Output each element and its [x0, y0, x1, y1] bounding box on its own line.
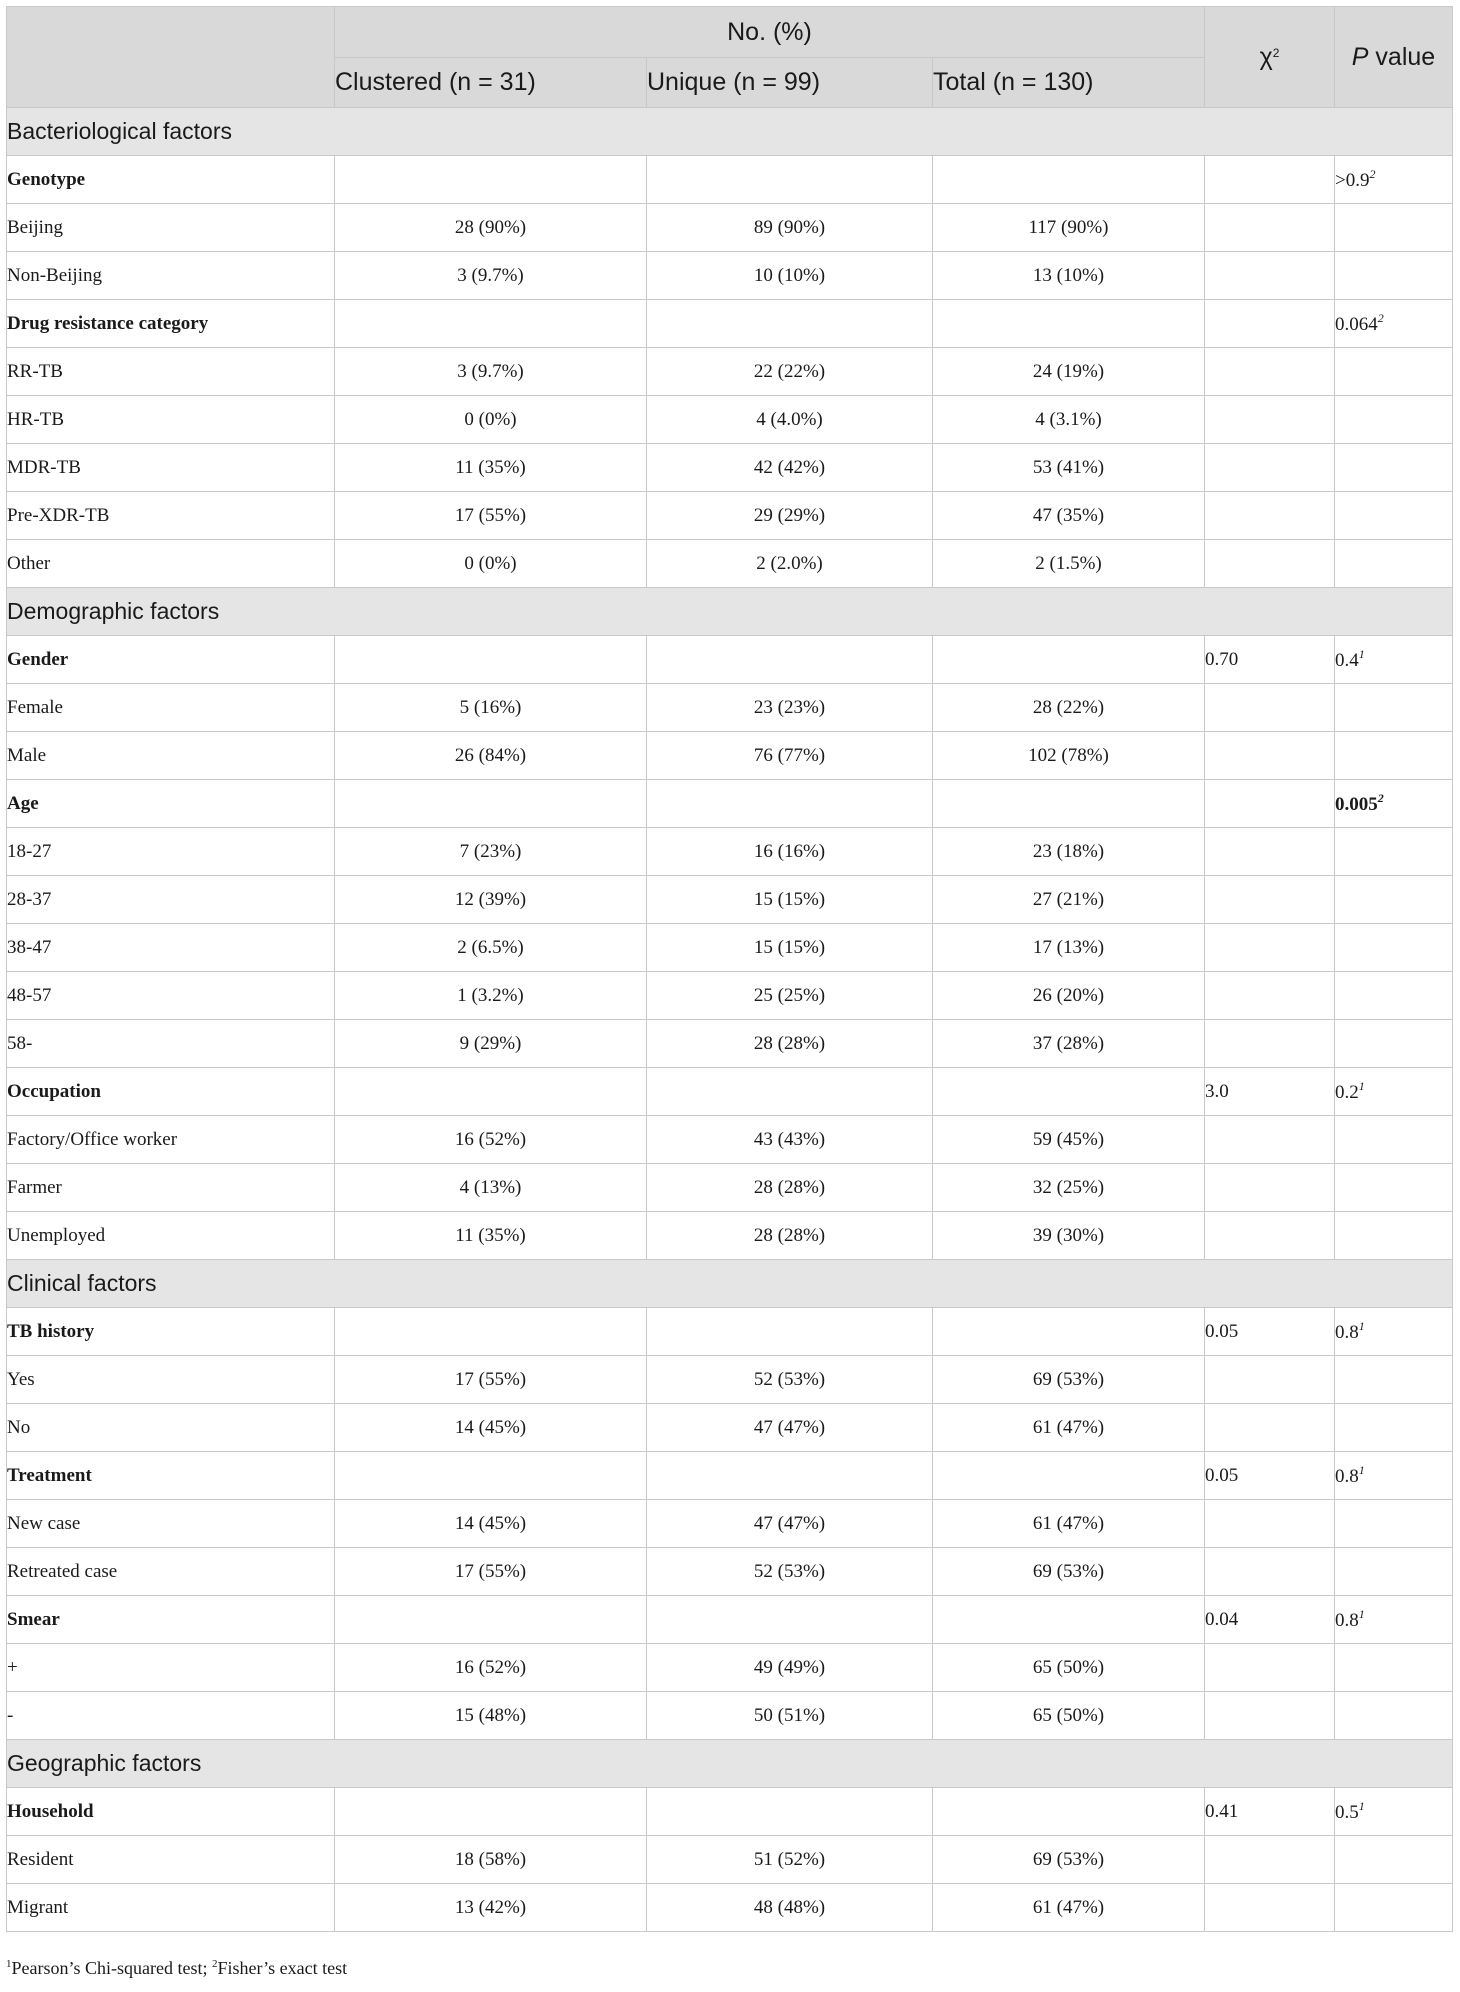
table-row [7, 1404, 1453, 1452]
clustered-value: 28 (90%) [335, 204, 647, 252]
row-label: Factory/Office worker [7, 1116, 335, 1164]
empty-cell [1335, 732, 1453, 780]
empty-cell [1205, 876, 1335, 924]
table-row [7, 1164, 1453, 1212]
empty-cell [1205, 972, 1335, 1020]
clustered-value: 26 (84%) [335, 732, 647, 780]
clustered-value: 17 (55%) [335, 1548, 647, 1596]
total-value: 2 (1.5%) [933, 540, 1205, 588]
section-row [7, 588, 1453, 636]
empty-cell [1335, 1164, 1453, 1212]
group-row [7, 1788, 1453, 1836]
chi-squared-value: 0.05 [1205, 1308, 1335, 1356]
table-row [7, 1692, 1453, 1740]
row-label: New case [7, 1500, 335, 1548]
clustered-value: 15 (48%) [335, 1692, 647, 1740]
footnote-text-2: Fisher’s exact test [217, 1958, 348, 1978]
empty-cell [1335, 1500, 1453, 1548]
total-value: 102 (78%) [933, 732, 1205, 780]
unique-value: 50 (51%) [647, 1692, 933, 1740]
total-value: 53 (41%) [933, 444, 1205, 492]
table-row [7, 1884, 1453, 1932]
empty-cell [335, 1308, 647, 1356]
unique-value: 25 (25%) [647, 972, 933, 1020]
total-value: 24 (19%) [933, 348, 1205, 396]
total-value: 69 (53%) [933, 1548, 1205, 1596]
empty-cell [335, 156, 647, 204]
empty-cell [1335, 1020, 1453, 1068]
header-chi-label: χ [1259, 42, 1273, 71]
p-value: 0.4 [1335, 650, 1359, 671]
unique-value: 89 (90%) [647, 204, 933, 252]
total-value: 61 (47%) [933, 1500, 1205, 1548]
unique-value: 48 (48%) [647, 1884, 933, 1932]
p-value-cell [1335, 1788, 1453, 1836]
row-label: Male [7, 732, 335, 780]
total-value: 69 (53%) [933, 1356, 1205, 1404]
table-row [7, 924, 1453, 972]
group-label: Smear [7, 1596, 335, 1644]
table-row [7, 1212, 1453, 1260]
empty-cell [1205, 204, 1335, 252]
empty-cell [1205, 444, 1335, 492]
empty-cell [1205, 1692, 1335, 1740]
table-row [7, 492, 1453, 540]
row-label: - [7, 1692, 335, 1740]
clustered-value: 3 (9.7%) [335, 252, 647, 300]
unique-value: 2 (2.0%) [647, 540, 933, 588]
row-label: HR-TB [7, 396, 335, 444]
total-value: 28 (22%) [933, 684, 1205, 732]
row-label: + [7, 1644, 335, 1692]
unique-value: 10 (10%) [647, 252, 933, 300]
empty-cell [1335, 396, 1453, 444]
table-row [7, 396, 1453, 444]
header-clustered: Clustered (n = 31) [335, 58, 647, 108]
group-label: Household [7, 1788, 335, 1836]
header-chi-squared [1205, 7, 1335, 108]
total-value: 69 (53%) [933, 1836, 1205, 1884]
group-row [7, 1068, 1453, 1116]
row-label: 38-47 [7, 924, 335, 972]
unique-value: 15 (15%) [647, 876, 933, 924]
clustered-value: 17 (55%) [335, 1356, 647, 1404]
clustered-value: 16 (52%) [335, 1644, 647, 1692]
p-value-cell [1335, 156, 1453, 204]
header-total: Total (n = 130) [933, 58, 1205, 108]
group-row [7, 156, 1453, 204]
group-label: Treatment [7, 1452, 335, 1500]
total-value: 61 (47%) [933, 1884, 1205, 1932]
empty-cell [335, 1788, 647, 1836]
empty-cell [335, 300, 647, 348]
empty-cell [335, 1596, 647, 1644]
empty-cell [1335, 1836, 1453, 1884]
row-label: Other [7, 540, 335, 588]
unique-value: 15 (15%) [647, 924, 933, 972]
empty-cell [1335, 1212, 1453, 1260]
clustered-value: 2 (6.5%) [335, 924, 647, 972]
section-title: Geographic factors [7, 1740, 1453, 1788]
empty-cell [1205, 1644, 1335, 1692]
unique-value: 52 (53%) [647, 1356, 933, 1404]
empty-cell [1335, 444, 1453, 492]
row-label: 28-37 [7, 876, 335, 924]
empty-cell [1205, 540, 1335, 588]
row-label: 58- [7, 1020, 335, 1068]
total-value: 13 (10%) [933, 252, 1205, 300]
empty-cell [647, 156, 933, 204]
empty-cell [1335, 252, 1453, 300]
row-label: Retreated case [7, 1548, 335, 1596]
p-value-cell [1335, 636, 1453, 684]
total-value: 32 (25%) [933, 1164, 1205, 1212]
p-value-footnote-mark: 1 [1358, 1607, 1365, 1621]
empty-cell [647, 1596, 933, 1644]
empty-cell [647, 1308, 933, 1356]
empty-cell [1205, 348, 1335, 396]
empty-cell [933, 1596, 1205, 1644]
chi-squared-value [1205, 780, 1335, 828]
row-label: Yes [7, 1356, 335, 1404]
row-label: Farmer [7, 1164, 335, 1212]
chi-squared-value [1205, 300, 1335, 348]
table-body [7, 108, 1453, 1932]
p-value: 0.064 [1335, 314, 1378, 335]
row-label: 18-27 [7, 828, 335, 876]
empty-cell [647, 1452, 933, 1500]
row-label: RR-TB [7, 348, 335, 396]
empty-cell [1335, 348, 1453, 396]
total-value: 23 (18%) [933, 828, 1205, 876]
group-label: TB history [7, 1308, 335, 1356]
group-label: Drug resistance category [7, 300, 335, 348]
section-title: Clinical factors [7, 1260, 1453, 1308]
row-label: Pre-XDR-TB [7, 492, 335, 540]
p-value-footnote-mark: 2 [1377, 791, 1384, 805]
empty-cell [1335, 924, 1453, 972]
clustered-value: 17 (55%) [335, 492, 647, 540]
table-footnote [6, 1958, 347, 1979]
table-row [7, 348, 1453, 396]
clustered-value: 9 (29%) [335, 1020, 647, 1068]
empty-cell [1335, 1116, 1453, 1164]
empty-cell [647, 1788, 933, 1836]
group-label: Occupation [7, 1068, 335, 1116]
empty-cell [1205, 1884, 1335, 1932]
table-row [7, 1548, 1453, 1596]
p-value-footnote-mark: 2 [1369, 167, 1376, 181]
unique-value: 47 (47%) [647, 1404, 933, 1452]
empty-cell [335, 780, 647, 828]
empty-cell [1335, 876, 1453, 924]
p-value-footnote-mark: 1 [1358, 1463, 1365, 1477]
unique-value: 28 (28%) [647, 1212, 933, 1260]
empty-cell [1205, 1500, 1335, 1548]
empty-cell [335, 636, 647, 684]
group-label: Genotype [7, 156, 335, 204]
unique-value: 43 (43%) [647, 1116, 933, 1164]
group-label: Gender [7, 636, 335, 684]
table-row [7, 1116, 1453, 1164]
clustered-value: 14 (45%) [335, 1404, 647, 1452]
empty-cell [1335, 1548, 1453, 1596]
table-row [7, 1644, 1453, 1692]
section-row [7, 1740, 1453, 1788]
group-row [7, 1308, 1453, 1356]
table-row [7, 972, 1453, 1020]
empty-cell [1205, 1020, 1335, 1068]
data-table [6, 6, 1453, 1932]
section-title: Demographic factors [7, 588, 1453, 636]
empty-cell [1335, 492, 1453, 540]
row-label: MDR-TB [7, 444, 335, 492]
empty-cell [933, 1068, 1205, 1116]
header-p-value [1335, 7, 1453, 108]
row-label: No [7, 1404, 335, 1452]
header-row-group [7, 7, 1453, 58]
row-label: Migrant [7, 1884, 335, 1932]
header-unique: Unique (n = 99) [647, 58, 933, 108]
empty-cell [1335, 1692, 1453, 1740]
empty-cell [1205, 1212, 1335, 1260]
empty-cell [1205, 1356, 1335, 1404]
total-value: 61 (47%) [933, 1404, 1205, 1452]
clustered-value: 14 (45%) [335, 1500, 647, 1548]
empty-cell [1205, 828, 1335, 876]
group-row [7, 1596, 1453, 1644]
group-row [7, 636, 1453, 684]
p-value-cell [1335, 1308, 1453, 1356]
group-row [7, 780, 1453, 828]
table-row [7, 444, 1453, 492]
table-row [7, 540, 1453, 588]
empty-cell [1205, 684, 1335, 732]
unique-value: 4 (4.0%) [647, 396, 933, 444]
empty-cell [1205, 1404, 1335, 1452]
total-value: 17 (13%) [933, 924, 1205, 972]
row-label: 48-57 [7, 972, 335, 1020]
header-empty-cell [7, 7, 335, 108]
empty-cell [1205, 924, 1335, 972]
section-row [7, 1260, 1453, 1308]
table-row [7, 204, 1453, 252]
unique-value: 29 (29%) [647, 492, 933, 540]
total-value: 65 (50%) [933, 1692, 1205, 1740]
unique-value: 16 (16%) [647, 828, 933, 876]
p-value-cell [1335, 300, 1453, 348]
empty-cell [647, 300, 933, 348]
row-label: Female [7, 684, 335, 732]
empty-cell [933, 1452, 1205, 1500]
header-group-label: No. (%) [335, 7, 1205, 58]
p-value-footnote-mark: 1 [1358, 1079, 1365, 1093]
clustered-value: 13 (42%) [335, 1884, 647, 1932]
empty-cell [1205, 252, 1335, 300]
chi-squared-value: 0.05 [1205, 1452, 1335, 1500]
total-value: 4 (3.1%) [933, 396, 1205, 444]
empty-cell [1335, 1884, 1453, 1932]
empty-cell [1335, 828, 1453, 876]
clustered-value: 0 (0%) [335, 396, 647, 444]
empty-cell [647, 780, 933, 828]
header-chi-sup: 2 [1272, 45, 1280, 60]
row-label: Resident [7, 1836, 335, 1884]
table-row [7, 252, 1453, 300]
header-p-italic: P [1351, 42, 1369, 71]
clustered-value: 11 (35%) [335, 444, 647, 492]
p-value: 0.8 [1335, 1466, 1359, 1487]
empty-cell [1335, 204, 1453, 252]
p-value-cell [1335, 1452, 1453, 1500]
clustered-value: 5 (16%) [335, 684, 647, 732]
total-value: 26 (20%) [933, 972, 1205, 1020]
group-label: Age [7, 780, 335, 828]
p-value-footnote-mark: 1 [1358, 647, 1365, 661]
unique-value: 22 (22%) [647, 348, 933, 396]
total-value: 39 (30%) [933, 1212, 1205, 1260]
unique-value: 28 (28%) [647, 1164, 933, 1212]
p-value-footnote-mark: 1 [1358, 1799, 1365, 1813]
unique-value: 47 (47%) [647, 1500, 933, 1548]
p-value: 0.8 [1335, 1322, 1359, 1343]
total-value: 59 (45%) [933, 1116, 1205, 1164]
chi-squared-value: 0.70 [1205, 636, 1335, 684]
total-value: 65 (50%) [933, 1644, 1205, 1692]
unique-value: 42 (42%) [647, 444, 933, 492]
total-value: 27 (21%) [933, 876, 1205, 924]
empty-cell [335, 1068, 647, 1116]
empty-cell [1335, 684, 1453, 732]
section-title: Bacteriological factors [7, 108, 1453, 156]
clustered-value: 7 (23%) [335, 828, 647, 876]
empty-cell [1205, 1548, 1335, 1596]
chi-squared-value: 0.04 [1205, 1596, 1335, 1644]
empty-cell [1205, 396, 1335, 444]
table-row [7, 684, 1453, 732]
empty-cell [933, 300, 1205, 348]
section-row [7, 108, 1453, 156]
chi-squared-value: 0.41 [1205, 1788, 1335, 1836]
clustered-value: 12 (39%) [335, 876, 647, 924]
row-label: Non-Beijing [7, 252, 335, 300]
row-label: Beijing [7, 204, 335, 252]
p-value: 0.8 [1335, 1610, 1359, 1631]
clustered-value: 16 (52%) [335, 1116, 647, 1164]
chi-squared-value: 3.0 [1205, 1068, 1335, 1116]
table-row [7, 1020, 1453, 1068]
header-p-rest: value [1368, 42, 1436, 71]
unique-value: 49 (49%) [647, 1644, 933, 1692]
total-value: 117 (90%) [933, 204, 1205, 252]
p-value-footnote-mark: 1 [1358, 1319, 1365, 1333]
clustered-value: 1 (3.2%) [335, 972, 647, 1020]
p-value: 0.005 [1335, 794, 1378, 815]
p-value-cell [1335, 1068, 1453, 1116]
empty-cell [933, 1788, 1205, 1836]
unique-value: 28 (28%) [647, 1020, 933, 1068]
footnote-sup-1: 1 [6, 1958, 12, 1970]
empty-cell [1335, 972, 1453, 1020]
empty-cell [647, 1068, 933, 1116]
table-row [7, 1500, 1453, 1548]
clustered-value: 0 (0%) [335, 540, 647, 588]
empty-cell [335, 1452, 647, 1500]
empty-cell [1335, 1644, 1453, 1692]
empty-cell [933, 1308, 1205, 1356]
table-row [7, 1356, 1453, 1404]
p-value: 0.2 [1335, 1082, 1359, 1103]
group-row [7, 300, 1453, 348]
table-row [7, 732, 1453, 780]
clustered-value: 18 (58%) [335, 1836, 647, 1884]
table-row [7, 828, 1453, 876]
empty-cell [1205, 1836, 1335, 1884]
empty-cell [1205, 732, 1335, 780]
empty-cell [933, 636, 1205, 684]
unique-value: 23 (23%) [647, 684, 933, 732]
unique-value: 76 (77%) [647, 732, 933, 780]
clustered-value: 3 (9.7%) [335, 348, 647, 396]
empty-cell [1335, 540, 1453, 588]
empty-cell [933, 156, 1205, 204]
table-row [7, 876, 1453, 924]
empty-cell [1335, 1404, 1453, 1452]
p-value: >0.9 [1335, 170, 1370, 191]
unique-value: 51 (52%) [647, 1836, 933, 1884]
group-row [7, 1452, 1453, 1500]
clustered-value: 4 (13%) [335, 1164, 647, 1212]
empty-cell [647, 636, 933, 684]
empty-cell [1205, 492, 1335, 540]
footnote-text-1: Pearson’s Chi-squared test; [11, 1958, 212, 1978]
empty-cell [1205, 1116, 1335, 1164]
table-row [7, 1836, 1453, 1884]
p-value-cell [1335, 1596, 1453, 1644]
empty-cell [1205, 1164, 1335, 1212]
row-label: Unemployed [7, 1212, 335, 1260]
unique-value: 52 (53%) [647, 1548, 933, 1596]
total-value: 37 (28%) [933, 1020, 1205, 1068]
empty-cell [933, 780, 1205, 828]
p-value: 0.5 [1335, 1802, 1359, 1823]
p-value-footnote-mark: 2 [1377, 311, 1384, 325]
p-value-cell [1335, 780, 1453, 828]
total-value: 47 (35%) [933, 492, 1205, 540]
clustered-value: 11 (35%) [335, 1212, 647, 1260]
empty-cell [1335, 1356, 1453, 1404]
footnote-sup-2: 2 [211, 1958, 218, 1970]
chi-squared-value [1205, 156, 1335, 204]
